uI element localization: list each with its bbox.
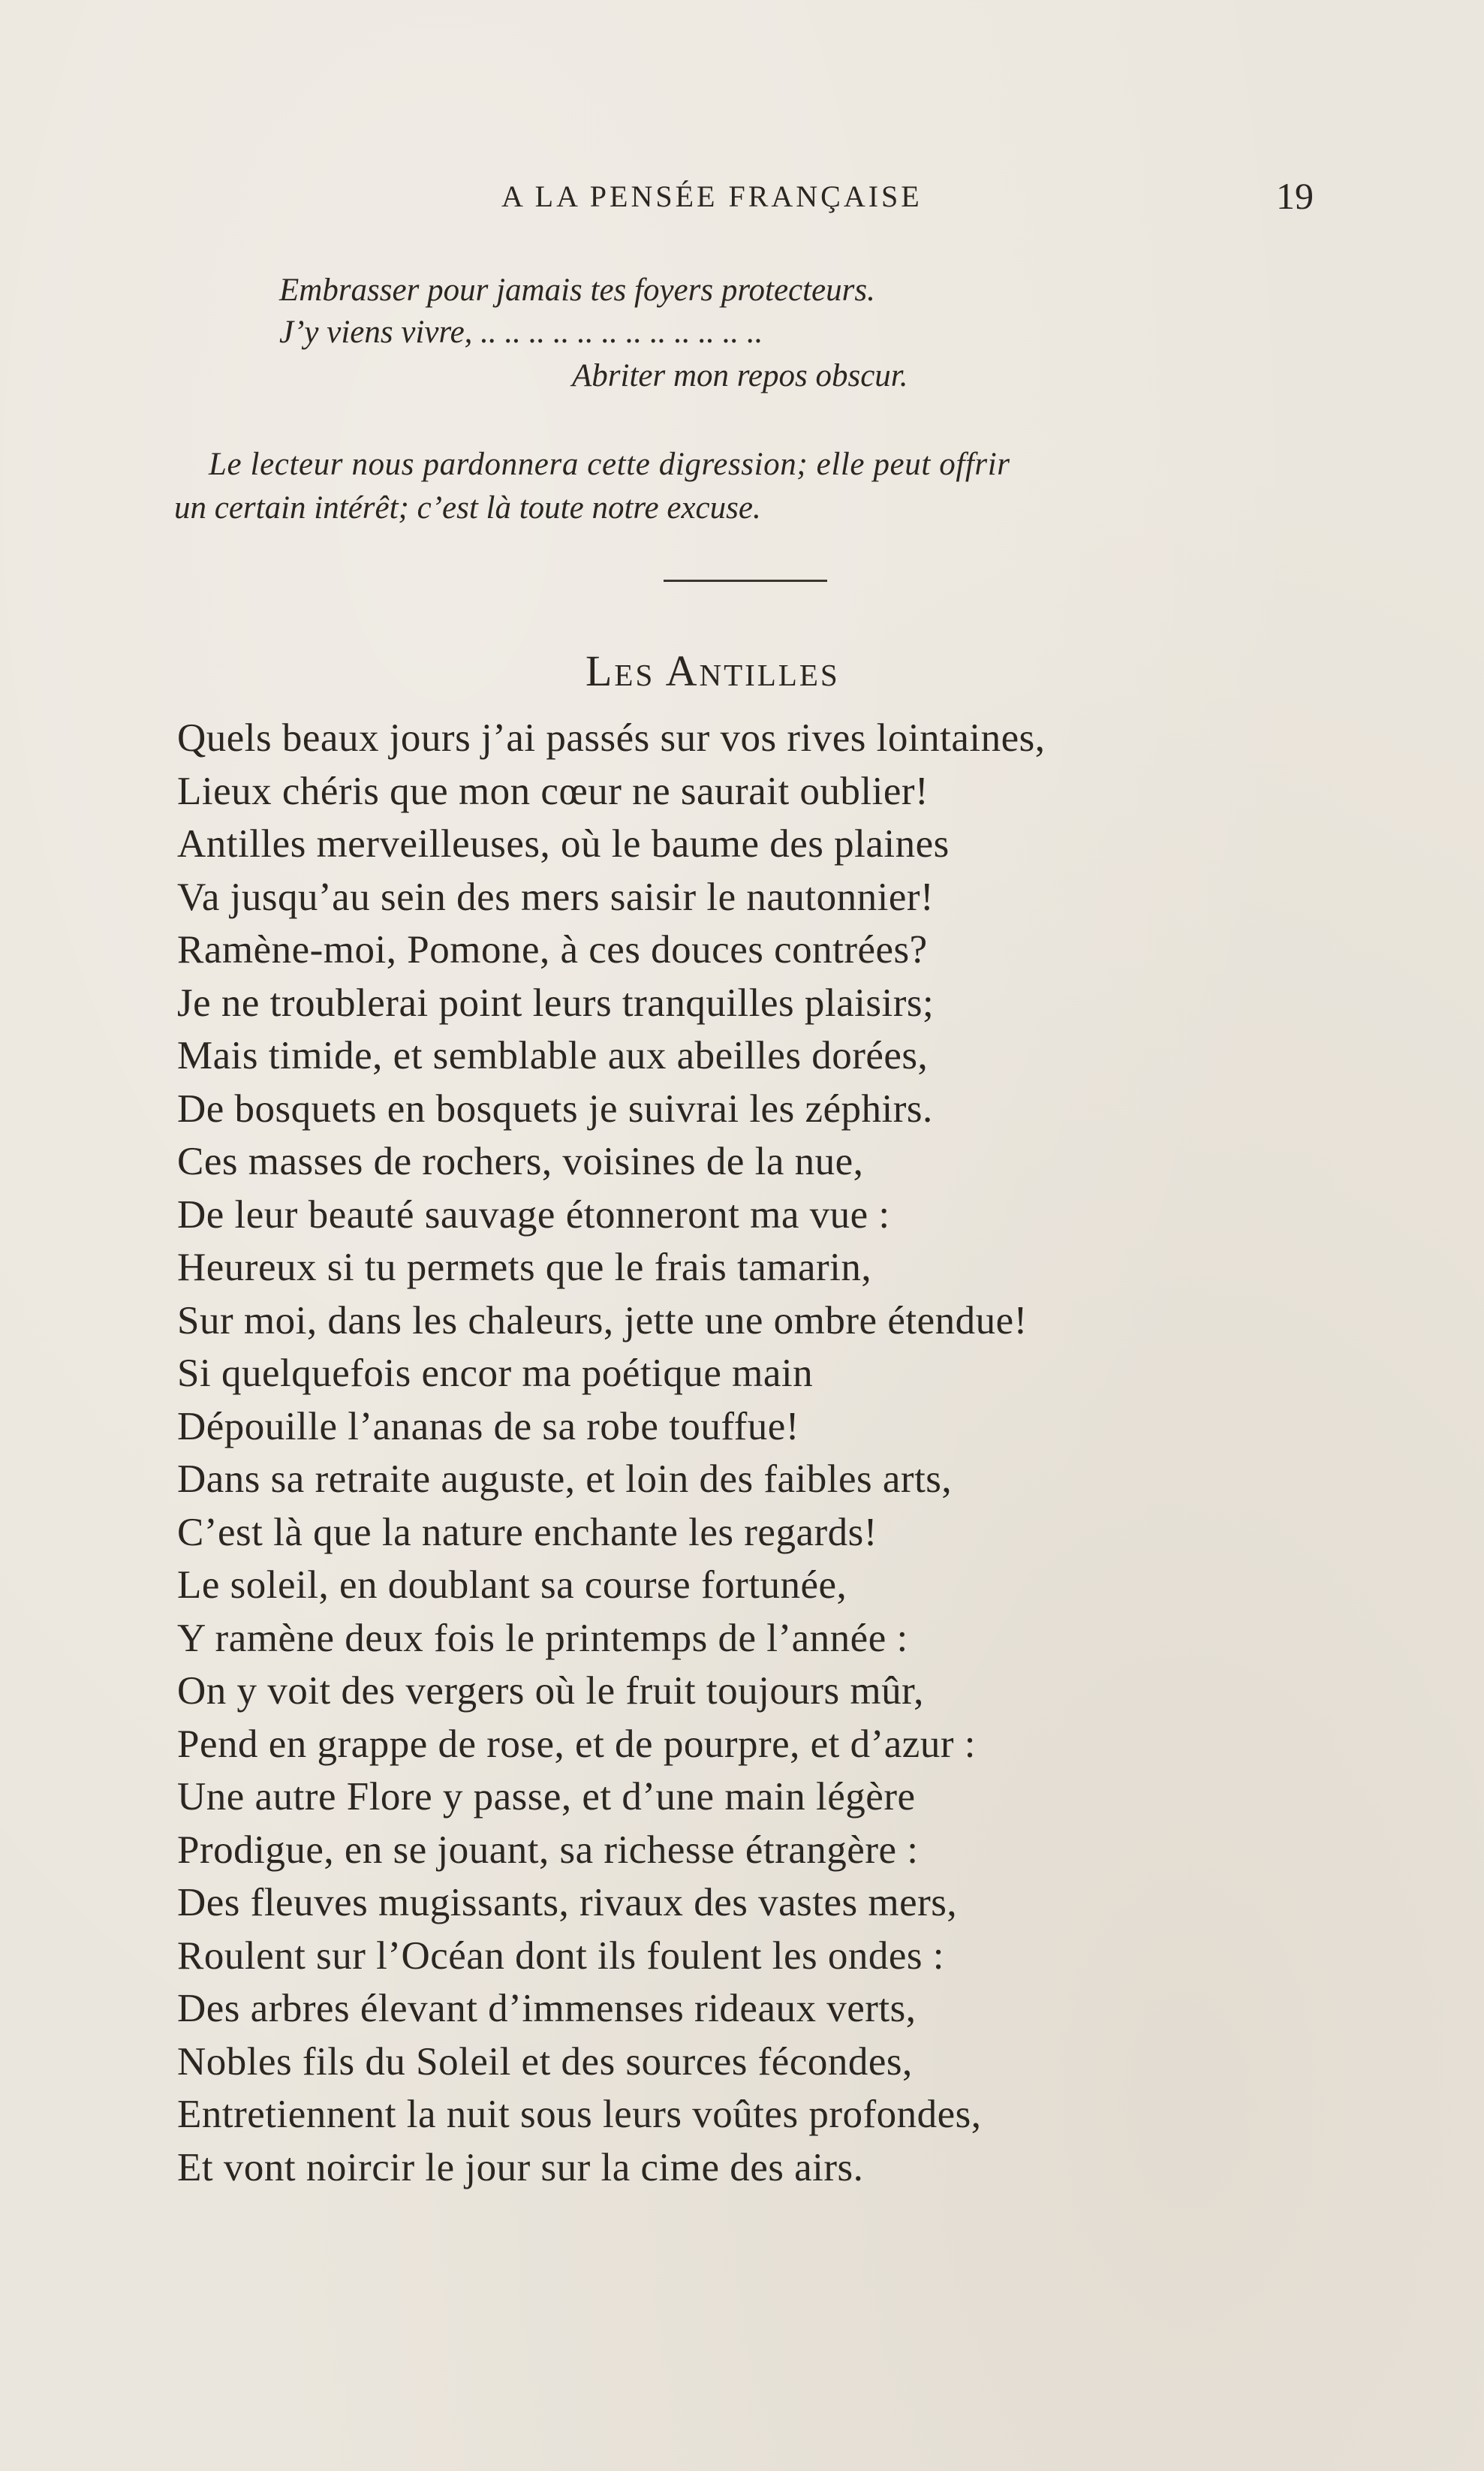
poem-verse-line: Roulent sur l’Océan dont ils foulent les ondes :	[177, 1933, 944, 1978]
poem-verse-line: Entretiennent la nuit sous leurs voûtes profondes,	[177, 2093, 982, 2136]
running-title: A LA PENSÉE FRANÇAISE	[501, 179, 923, 213]
poem-verse-line: Et vont noircir le jour sur la cime des airs.	[177, 2145, 864, 2189]
poem-verse-line: Dépouille l’ananas de sa robe touffue!	[177, 1404, 799, 1448]
poem-verse-line: Dans sa retraite auguste, et loin des faibles arts,	[177, 1457, 953, 1501]
page-number: 19	[1276, 175, 1314, 217]
poem-verse-line: Nobles fils du Soleil et des sources fécondes,	[177, 2039, 913, 2084]
poem-verse-line: Une autre Flore y passe, et d’une main légère	[177, 1775, 916, 1819]
poem-verse-line: De leur beauté sauvage étonneront ma vue :	[177, 1192, 890, 1237]
quoted-verse-line-3: Abriter mon repos obscur.	[572, 358, 908, 393]
poem-verse-line: Le soleil, en doublant sa course fortunée,	[177, 1563, 847, 1607]
poem-verse-line: Lieux chéris que mon cœur ne saurait oublier!	[177, 769, 929, 813]
poem-body	[177, 712, 1348, 2194]
poem-verse-line: Y ramène deux fois le printemps de l’année :	[177, 1616, 908, 1660]
poem-title: Les Antilles	[585, 646, 840, 695]
poem-verse-line: C’est là que la nature enchante les regards!	[177, 1510, 877, 1554]
poem-verse-line: Je ne troublerai point leurs tranquilles plaisirs;	[177, 981, 935, 1025]
poem-verse-line: Des fleuves mugissants, rivaux des vastes mers,	[177, 1881, 958, 1924]
poem-verse-line: Si quelquefois encor ma poétique main	[177, 1352, 814, 1395]
poem-verse-line: Heureux si tu permets que le frais tamarin,	[177, 1246, 872, 1289]
poem-verse-line: De bosquets en bosquets je suivrai les zéphirs.	[177, 1086, 933, 1131]
author-note-line-1: Le lecteur nous pardonnera cette digression; elle peut offrir	[209, 447, 1010, 482]
poem-verse-line: On y voit des vergers où le fruit toujours mûr,	[177, 1669, 924, 1713]
running-head	[0, 175, 1484, 224]
quoted-verse-line-1: Embrasser pour jamais tes foyers protecteurs.	[279, 273, 875, 308]
quoted-verse-line-2: J’y viens vivre, .. .. .. .. .. .. .. .. .. .. .. ..	[279, 315, 763, 350]
poem-verse-line: Va jusqu’au sein des mers saisir le nautonnier!	[177, 875, 935, 919]
poem-verse-line: Pend en grappe de rose, et de pourpre, et d’azur :	[177, 1722, 976, 1766]
poem-verse-line: Prodigue, en se jouant, sa richesse étrangère :	[177, 1828, 919, 1872]
poem-verse-line: Quels beaux jours j’ai passés sur vos rives lointaines,	[177, 716, 1046, 760]
poem-verse-line: Ramène-moi, Pomone, à ces douces contrées?	[177, 928, 928, 972]
poem-verse-line: Mais timide, et semblable aux abeilles dorées,	[177, 1034, 929, 1077]
author-note-line-2: un certain intérêt; c’est là toute notre excuse.	[174, 490, 761, 526]
section-divider	[664, 580, 827, 582]
poem-verse-line: Sur moi, dans les chaleurs, jette une ombre étendue!	[177, 1298, 1028, 1342]
poem-verse-line: Ces masses de rochers, voisines de la nue,	[177, 1140, 864, 1183]
poem-verse-line: Antilles merveilleuses, où le baume des plaines	[177, 822, 950, 866]
poem-verse-line: Des arbres élevant d’immenses rideaux verts,	[177, 1987, 917, 2030]
